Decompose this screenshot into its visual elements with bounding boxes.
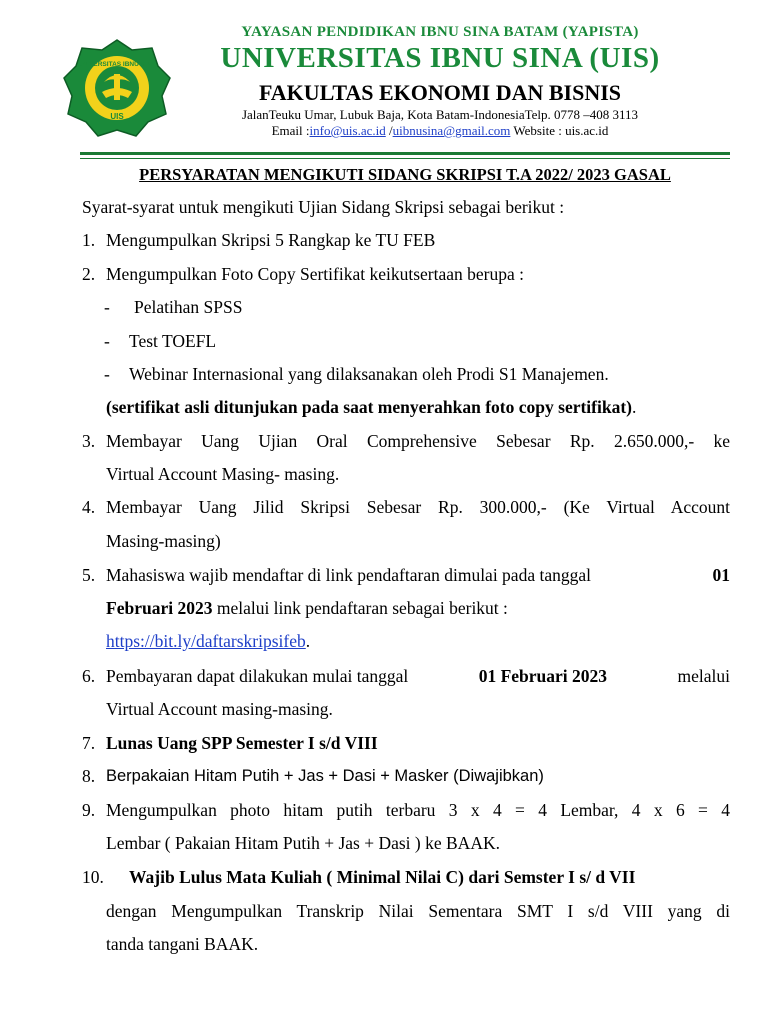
intro-text: Syarat-syarat untuk mengikuti Ujian Sidang Skripsi sebagai berikut :	[82, 197, 565, 217]
email-link-1[interactable]: info@uis.ac.id	[309, 123, 386, 138]
email-separator: /	[385, 123, 393, 138]
item-2-text: Mengumpulkan Foto Copy Sertifikat keikutsertaan berupa :	[106, 264, 524, 284]
item-9-line-1: Mengumpulkan photo hitam putih terbaru 3 x 4 = 4 Lembar, 4 x 6 = 4	[106, 800, 730, 820]
item-8-text: Berpakaian Hitam Putih + Jas + Dasi + Masker (Diwajibkan)	[106, 767, 544, 785]
address-line: JalanTeuku Umar, Lubuk Baja, Kota Batam-IndonesiaTelp. 0778 –408 3113	[241, 107, 639, 122]
item-number: 10.	[82, 867, 104, 887]
item-3-line-2: Virtual Account Masing- masing.	[106, 464, 340, 484]
certificate-note: (sertifikat asli ditunjukan pada saat menyerahkan foto copy sertifikat)	[106, 397, 632, 417]
logo-text-top: UNIVERSITAS IBNU SINA	[77, 61, 157, 68]
sub-item-toefl: Test TOEFL	[129, 331, 217, 351]
item-number: 4.	[82, 497, 96, 517]
item-number: 6.	[82, 666, 96, 686]
faculty-name: FAKULTAS EKONOMI DAN BISNIS	[258, 80, 622, 105]
university-logo	[62, 38, 172, 138]
item-5-month: Februari 2023	[106, 598, 213, 618]
header-rule-thick	[80, 152, 730, 155]
website-label: Website : uis.ac.id	[510, 123, 609, 138]
item-6-date: 01 Februari 2023	[478, 666, 608, 686]
item-10-line-2: dengan Mengumpulkan Transkrip Nilai Sementara SMT I s/d VIII yang di	[106, 901, 730, 921]
foundation-name: YAYASAN PENDIDIKAN IBNU SINA BATAM (YAPISTA)	[241, 24, 639, 40]
item-4-line-1: Membayar Uang Jilid Skripsi Sebesar Rp. 300.000,- (Ke Virtual Account	[106, 497, 730, 517]
item-2-note	[106, 397, 636, 418]
sub-item-spss: Pelatihan SPSS	[134, 297, 243, 317]
item-6-text-a: Pembayaran dapat dilakukan mulai tanggal	[106, 666, 409, 686]
item-6-line-1	[106, 666, 730, 687]
item-5-text-2: melalui link pendaftaran sebagai berikut :	[212, 598, 508, 618]
email-link-2[interactable]: uibnusina@gmail.com	[392, 123, 511, 138]
sub-item-dash: -	[104, 364, 110, 384]
logo-text-bottom: UIS	[110, 112, 124, 121]
item-9-line-2: Lembar ( Pakaian Hitam Putih + Jas + Dasi ) ke BAAK.	[106, 833, 500, 853]
link-period: .	[305, 631, 311, 651]
item-7-text: Lunas Uang SPP Semester I s/d VIII	[106, 733, 378, 753]
document-title: PERSYARATAN MENGIKUTI SIDANG SKRIPSI T.A 2022/ 2023 GASAL	[139, 165, 671, 184]
sub-item-webinar: Webinar Internasional yang dilaksanakan oleh Prodi S1 Manajemen.	[129, 364, 609, 384]
item-number: 3.	[82, 431, 96, 451]
item-5-text: Mahasiswa wajib mendaftar di link pendaftaran dimulai pada tanggal	[106, 565, 591, 585]
item-5-line-3	[106, 631, 310, 652]
item-number: 7.	[82, 733, 96, 753]
note-period: .	[632, 397, 637, 417]
university-name: UNIVERSITAS IBNU SINA (UIS)	[220, 42, 660, 74]
item-number: 1.	[82, 230, 96, 250]
item-3-line-1: Membayar Uang Ujian Oral Comprehensive Sebesar Rp. 2.650.000,- ke	[106, 431, 730, 451]
header-rule-thin	[80, 158, 730, 159]
sub-item-dash: -	[104, 331, 110, 351]
item-number: 2.	[82, 264, 96, 284]
item-number: 9.	[82, 800, 96, 820]
item-4-line-2: Masing-masing)	[106, 531, 221, 551]
contact-line	[190, 123, 690, 139]
sub-item-dash: -	[104, 297, 110, 317]
email-label: Email :	[271, 123, 310, 138]
item-5-line-2	[106, 598, 508, 619]
item-10-line-3: tanda tangani BAAK.	[106, 934, 259, 954]
item-6-line-2: Virtual Account masing-masing.	[106, 699, 333, 719]
item-5-day: 01	[712, 565, 730, 585]
item-5-line-1	[106, 565, 730, 586]
registration-link[interactable]: https://bit.ly/daftarskripsifeb	[106, 631, 306, 651]
item-10-line-1: Wajib Lulus Mata Kuliah ( Minimal Nilai C) dari Semster I s/ d VII	[129, 867, 636, 887]
item-1-text: Mengumpulkan Skripsi 5 Rangkap ke TU FEB	[106, 230, 436, 250]
item-number: 8.	[82, 766, 96, 786]
item-6-text-b: melalui	[677, 666, 730, 686]
item-number: 5.	[82, 565, 96, 585]
